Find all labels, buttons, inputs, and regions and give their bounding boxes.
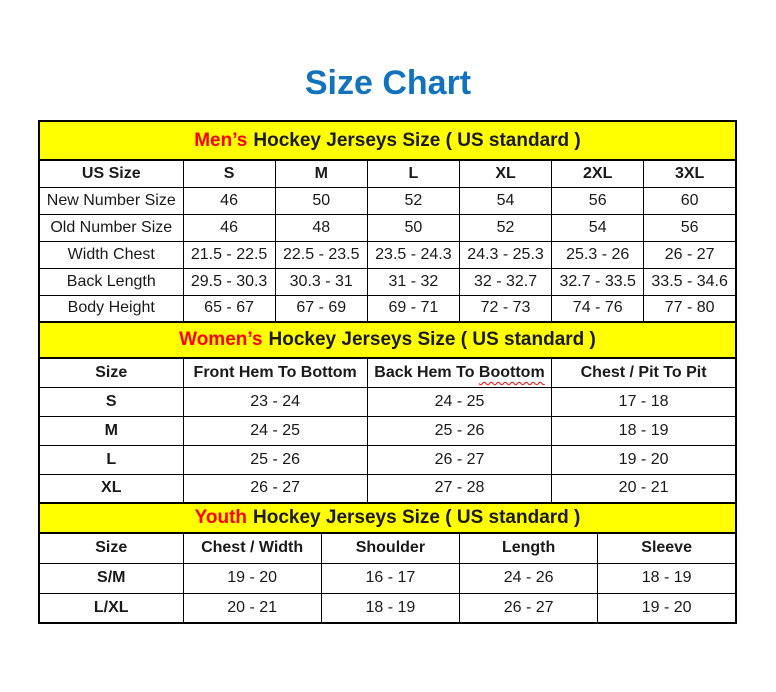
value-cell: 52 xyxy=(367,187,459,214)
value-cell: 19 - 20 xyxy=(552,445,736,474)
row-label: XL xyxy=(39,474,183,503)
row-label: S/M xyxy=(39,563,183,593)
row-label: Width Chest xyxy=(39,241,183,268)
header-cell: 3XL xyxy=(644,160,736,187)
youth-title-rest: Hockey Jerseys Size ( US standard ) xyxy=(253,507,581,528)
row-label: L/XL xyxy=(39,593,183,623)
value-cell: 19 - 20 xyxy=(183,563,321,593)
header-text: Back Hem To xyxy=(374,363,475,381)
womens-title-rest: Hockey Jerseys Size ( US standard ) xyxy=(268,329,596,350)
value-cell: 60 xyxy=(644,187,736,214)
header-cell-misspelled xyxy=(367,358,551,387)
value-cell: 22.5 - 23.5 xyxy=(275,241,367,268)
value-cell: 27 - 28 xyxy=(367,474,551,503)
row-label: Old Number Size xyxy=(39,214,183,241)
value-cell: 26 - 27 xyxy=(644,241,736,268)
value-cell: 48 xyxy=(275,214,367,241)
header-cell: Front Hem To Bottom xyxy=(183,358,367,387)
value-cell: 19 - 20 xyxy=(598,593,736,623)
header-cell: Chest / Width xyxy=(183,533,321,563)
header-cell: XL xyxy=(459,160,551,187)
header-cell: S xyxy=(183,160,275,187)
value-cell: 56 xyxy=(644,214,736,241)
womens-highlight-label: Women’s xyxy=(179,329,263,350)
value-cell: 74 - 76 xyxy=(552,295,644,322)
header-cell: M xyxy=(275,160,367,187)
value-cell: 18 - 19 xyxy=(598,563,736,593)
value-cell: 31 - 32 xyxy=(367,268,459,295)
mens-header-row xyxy=(39,160,736,187)
table-row xyxy=(39,241,736,268)
youth-header-row xyxy=(39,533,736,563)
value-cell: 21.5 - 22.5 xyxy=(183,241,275,268)
table-row xyxy=(39,268,736,295)
table-row xyxy=(39,295,736,322)
table-row xyxy=(39,445,736,474)
value-cell: 16 - 17 xyxy=(321,563,459,593)
value-cell: 17 - 18 xyxy=(552,387,736,416)
value-cell: 29.5 - 30.3 xyxy=(183,268,275,295)
value-cell: 32 - 32.7 xyxy=(459,268,551,295)
misspelled-word: Boottom xyxy=(478,363,545,381)
header-cell: Sleeve xyxy=(598,533,736,563)
value-cell: 24.3 - 25.3 xyxy=(459,241,551,268)
youth-size-table xyxy=(38,532,737,624)
table-row xyxy=(39,563,736,593)
table-row xyxy=(39,214,736,241)
value-cell: 77 - 80 xyxy=(644,295,736,322)
womens-section-title xyxy=(38,323,737,357)
youth-highlight-label: Youth xyxy=(194,507,248,528)
table-row xyxy=(39,474,736,503)
table-row xyxy=(39,387,736,416)
value-cell: 32.7 - 33.5 xyxy=(552,268,644,295)
value-cell: 54 xyxy=(552,214,644,241)
value-cell: 46 xyxy=(183,214,275,241)
page-title: Size Chart xyxy=(304,64,472,102)
value-cell: 25.3 - 26 xyxy=(552,241,644,268)
womens-header-row xyxy=(39,358,736,387)
table-row xyxy=(39,187,736,214)
value-cell: 23 - 24 xyxy=(183,387,367,416)
table-row xyxy=(39,593,736,623)
mens-highlight-label: Men’s xyxy=(194,129,248,151)
value-cell: 30.3 - 31 xyxy=(275,268,367,295)
womens-size-table xyxy=(38,357,737,504)
mens-size-table xyxy=(38,159,737,323)
value-cell: 26 - 27 xyxy=(367,445,551,474)
value-cell: 24 - 25 xyxy=(367,387,551,416)
value-cell: 65 - 67 xyxy=(183,295,275,322)
value-cell: 33.5 - 34.6 xyxy=(644,268,736,295)
value-cell: 18 - 19 xyxy=(552,416,736,445)
header-cell: 2XL xyxy=(552,160,644,187)
header-cell: L xyxy=(367,160,459,187)
header-cell: Shoulder xyxy=(321,533,459,563)
value-cell: 50 xyxy=(367,214,459,241)
value-cell: 20 - 21 xyxy=(552,474,736,503)
header-cell: US Size xyxy=(39,160,183,187)
header-cell: Size xyxy=(39,533,183,563)
value-cell: 56 xyxy=(552,187,644,214)
value-cell: 26 - 27 xyxy=(183,474,367,503)
row-label: L xyxy=(39,445,183,474)
value-cell: 26 - 27 xyxy=(460,593,598,623)
value-cell: 54 xyxy=(459,187,551,214)
value-cell: 69 - 71 xyxy=(367,295,459,322)
value-cell: 20 - 21 xyxy=(183,593,321,623)
youth-section-title xyxy=(38,504,737,532)
row-label: Body Height xyxy=(39,295,183,322)
size-chart xyxy=(38,120,737,624)
value-cell: 67 - 69 xyxy=(275,295,367,322)
row-label: S xyxy=(39,387,183,416)
value-cell: 18 - 19 xyxy=(321,593,459,623)
value-cell: 52 xyxy=(459,214,551,241)
table-row xyxy=(39,416,736,445)
value-cell: 24 - 26 xyxy=(460,563,598,593)
row-label: Back Length xyxy=(39,268,183,295)
value-cell: 24 - 25 xyxy=(183,416,367,445)
header-cell: Size xyxy=(39,358,183,387)
mens-section-title xyxy=(38,120,737,159)
value-cell: 50 xyxy=(275,187,367,214)
header-cell: Chest / Pit To Pit xyxy=(552,358,736,387)
row-label: New Number Size xyxy=(39,187,183,214)
value-cell: 46 xyxy=(183,187,275,214)
header-cell: Length xyxy=(460,533,598,563)
mens-title-rest: Hockey Jerseys Size ( US standard ) xyxy=(253,129,581,151)
value-cell: 72 - 73 xyxy=(459,295,551,322)
value-cell: 25 - 26 xyxy=(367,416,551,445)
value-cell: 25 - 26 xyxy=(183,445,367,474)
value-cell: 23.5 - 24.3 xyxy=(367,241,459,268)
row-label: M xyxy=(39,416,183,445)
